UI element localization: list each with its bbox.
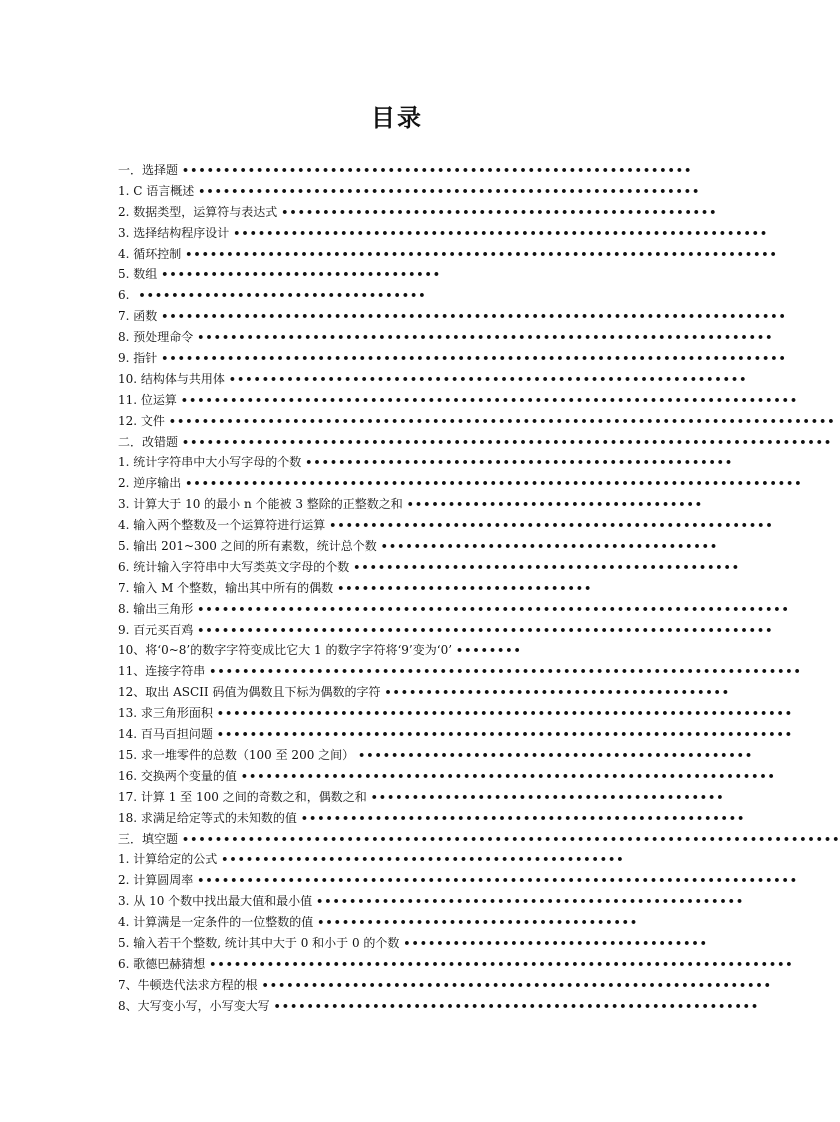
toc-dot-leader: •••••••••••••••••••••••••••••••••••••••••••••••••	[221, 853, 625, 867]
toc-entry-label: 一．选择题	[118, 163, 179, 177]
toc-entry-label: 三．填空题	[118, 831, 179, 846]
toc-entry[interactable]	[118, 912, 718, 933]
toc-dot-leader: •••••••••••••••••••••••••••••••••••••••••••••••••••••	[281, 205, 718, 219]
toc-entry-label: 8. 预处理命令	[118, 330, 194, 345]
toc-entry-label: 7. 函数	[118, 309, 158, 324]
toc-dot-leader: •••••••••••••••••••••••••••••••••••••••••••••••••••••••••••••••••	[240, 769, 776, 783]
toc-entry-label: 5. 输出 201~300 之间的所有素数，统计总个数	[118, 539, 377, 554]
toc-entry[interactable]	[118, 829, 840, 850]
toc-dot-leader: ••••••••••••••••••••••••••••••••••••••••••••••••••••••••••••••••••••••	[197, 331, 774, 345]
toc-entry[interactable]	[118, 411, 836, 432]
toc-dot-leader: •••••••••••••••••••••••••••••••••••••••••	[380, 540, 719, 554]
toc-dot-leader: •••••••••••••••••••••••••••••••••••••••••••	[370, 790, 725, 804]
toc-entry[interactable]	[118, 578, 718, 599]
toc-entry-label: 6.	[118, 288, 130, 303]
toc-entry-label: 6. 歌德巴赫猜想	[118, 956, 206, 971]
toc-entry-label: 11、连接字符串	[118, 664, 206, 679]
toc-entry-label: 12. 文件	[118, 413, 165, 428]
toc-dot-leader: ••••••••••••••••••••••••••••••••••••	[406, 498, 704, 512]
toc-entry-label: 16. 交换两个变量的值	[118, 768, 237, 783]
toc-entry[interactable]	[118, 724, 794, 745]
toc-entry[interactable]	[118, 933, 718, 954]
toc-entry[interactable]	[118, 244, 778, 265]
toc-entry-label: 4. 计算满是一定条件的一位整数的值	[118, 915, 314, 930]
toc-dot-leader: •••••••••••••••••••••••••••••••••••••••••••••••••••••••••••••••••••••••••••	[185, 477, 803, 491]
toc-entry[interactable]	[118, 640, 718, 661]
toc-entry-label: 5. 数组	[118, 267, 158, 282]
toc-entry[interactable]	[118, 787, 725, 808]
toc-entry[interactable]	[118, 766, 776, 787]
toc-dot-leader: ••••••••••••••••••••••••••••••••••••••••••••••••••••••••••••••••••••••••	[185, 247, 778, 261]
toc-dot-leader: ••••••••••••••••••••••••••••••••••••••••••••••••••••••••••••••••••••••	[216, 728, 794, 742]
toc-entry-label: 5. 输入若干个整数, 统计其中大于 0 和小于 0 的个数	[118, 935, 400, 950]
toc-entry-label: 15. 求一堆零件的总数（100 至 200 之间）	[118, 747, 355, 762]
toc-entry[interactable]	[118, 703, 794, 724]
toc-entry[interactable]	[118, 682, 731, 703]
toc-entry[interactable]	[118, 954, 794, 975]
toc-dot-leader: •••••••••••••••••••••••••••••••••••	[133, 289, 427, 303]
toc-entry-label: 1. 计算给定的公式	[118, 852, 218, 867]
toc-entry-label: 9. 百元买百鸡	[118, 622, 194, 637]
toc-dot-leader: •••••••••••••••••••••••••••••••••••••••••••••••••••••••••••••••	[228, 372, 748, 386]
toc-dot-leader: ••••••••••••••••••••••••••••••••••••••••••••••••••••••••••••••••••••••	[216, 707, 794, 721]
toc-entry[interactable]	[118, 536, 718, 557]
toc-entry[interactable]	[118, 432, 833, 453]
page-title: 目录	[371, 103, 423, 132]
toc-entry-label: 13. 求三角形面积	[118, 706, 213, 721]
toc-entry-label: 8. 输出三角形	[118, 601, 194, 616]
toc-entry-label: 10. 结构体与共用体	[118, 371, 225, 386]
toc-entry[interactable]	[118, 975, 772, 996]
toc-dot-leader: ••••••••••••••••••••••••••••••••••••••••••••••••	[358, 748, 754, 762]
toc-dot-leader: •••••••••••••••••••••••••••••••••••••••••••••••••••••••••••••••••••••••••••	[180, 393, 799, 407]
toc-entry-label: 4. 循环控制	[118, 246, 182, 261]
toc-entry[interactable]	[118, 494, 718, 515]
toc-entry-label: 17. 计算 1 至 100 之间的奇数之和，偶数之和	[118, 789, 367, 804]
toc-dot-leader: •••••••••••••••••••••••••••••••••••••••••••••••••••••••••••••••••••••••	[209, 957, 794, 971]
toc-entry[interactable]	[118, 369, 748, 390]
table-of-contents	[118, 160, 840, 1017]
toc-entry[interactable]	[118, 891, 745, 912]
toc-entry[interactable]	[118, 745, 754, 766]
toc-entry[interactable]	[118, 202, 718, 223]
toc-entry[interactable]	[118, 160, 718, 181]
toc-entry-label: 7. 输入 M 个整数，输出其中所有的偶数	[118, 580, 334, 595]
toc-entry[interactable]	[118, 306, 787, 327]
toc-entry-label: 14. 百马百担问题	[118, 727, 213, 742]
toc-dot-leader: ••••••••••••••••••••••••••••••••••••••••••••••••••••••••••••••	[261, 978, 772, 992]
toc-entry-label: 11. 位运算	[118, 392, 177, 407]
toc-entry-label: 12、取出 ASCII 码值为偶数且下标为偶数的字符	[118, 685, 381, 700]
toc-entry-label: 7、牛顿迭代法求方程的根	[118, 977, 258, 992]
toc-entry[interactable]	[118, 264, 718, 285]
toc-entry-label: 3. 计算大于 10 的最小 n 个能被 3 整除的正整数之和	[118, 497, 403, 512]
toc-entry[interactable]	[118, 849, 718, 870]
toc-entry[interactable]	[118, 870, 799, 891]
toc-entry-label: 二．改错题	[118, 434, 179, 449]
toc-entry-label: 1. 统计字符串中大小写字母的个数	[118, 455, 302, 470]
toc-entry-label: 1. C 语言概述	[118, 183, 195, 198]
toc-dot-leader: ••••••••••••••••••••••••••••••••••••••••••••••••••••••••••••••••••••••••••••	[161, 352, 787, 366]
toc-entry-label: 3. 从 10 个数中找出最大值和最小值	[118, 894, 313, 909]
toc-dot-leader: •••••••••••••••••••••••••••••••	[337, 581, 593, 595]
toc-dot-leader: ••••••••••••••••••••••••••••••••••••••••••••••••••••••••••••••••••••••••	[197, 602, 790, 616]
toc-entry[interactable]	[118, 390, 799, 411]
toc-dot-leader: ••••••••••••••••••••••••••••••••••••••••••••••••••••••••••••••••••••••••••••••••	[182, 832, 840, 846]
toc-dot-leader: •••••••••••••••••••••••••••••••••••••••••••••••••••••••••••••••••••••••••••••••••	[168, 414, 836, 428]
toc-dot-leader: •••••••••••••••••••••••••••••••••••••••••••••••••••••••••••••••••	[233, 226, 769, 240]
toc-entry-label: 2. 数据类型，运算符与表达式	[118, 204, 278, 219]
toc-entry[interactable]	[118, 285, 718, 306]
toc-dot-leader: ••••••••	[456, 644, 522, 658]
toc-entry[interactable]	[118, 348, 787, 369]
toc-dot-leader: •••••••••••••••••••••••••••••••••••••••••••••••••••••••••••••••••••••••••	[197, 874, 799, 888]
toc-entry[interactable]	[118, 473, 803, 494]
toc-entry[interactable]	[118, 599, 790, 620]
toc-dot-leader: ••••••••••••••••••••••••••••••••••••••••••••••••••••	[316, 895, 745, 909]
toc-entry[interactable]	[118, 808, 746, 829]
toc-dot-leader: •••••••••••••••••••••••••••••••••••••••••••••••	[353, 560, 741, 574]
toc-dot-leader: •••••••••••••••••••••••••••••••••••••••••••••••••••••••••••••••••••••••••••••••	[182, 435, 833, 449]
toc-entry[interactable]	[118, 327, 774, 348]
toc-dot-leader: •••••••••••••••••••••••••••••••••••••••••••••••••••••••••••••	[198, 184, 701, 198]
toc-entry[interactable]	[118, 452, 734, 473]
toc-entry-label: 2. 逆序输出	[118, 476, 182, 491]
toc-entry-label: 8、大写变小写，小写变大写	[118, 998, 270, 1013]
toc-dot-leader: ••••••••••••••••••••••••••••••••••••••••••••••••••••••••••••••••••••••••••••	[161, 310, 787, 324]
toc-entry-label: 4. 输入两个整数及一个运算符进行运算	[118, 518, 326, 533]
toc-dot-leader: •••••••••••••••••••••••••••••••••••••	[403, 936, 708, 950]
toc-dot-leader: •••••••••••••••••••••••••••••••••••••••	[317, 916, 639, 930]
toc-dot-leader: ••••••••••••••••••••••••••••••••••••••••••••••••••••••••••••••••••••••	[197, 623, 774, 637]
toc-dot-leader: ••••••••••••••••••••••••••••••••••••••••••••••••••••••••••••••	[182, 164, 693, 177]
toc-entry[interactable]	[118, 515, 774, 536]
toc-entry[interactable]	[118, 996, 760, 1017]
toc-entry-label: 9. 指针	[118, 351, 158, 366]
toc-entry[interactable]	[118, 557, 741, 578]
toc-entry-label: 2. 计算圆周率	[118, 873, 194, 888]
toc-entry-label: 10、将‘0~8’的数字字符变成比它大 1 的数字字符将‘9’变为‘0’	[118, 643, 453, 658]
toc-dot-leader: ••••••••••••••••••••••••••••••••••	[161, 268, 442, 282]
toc-entry[interactable]	[118, 223, 769, 244]
toc-entry-label: 3. 选择结构程序设计	[118, 225, 230, 240]
toc-entry[interactable]	[118, 661, 802, 682]
toc-entry-label: 18. 求满足给定等式的未知数的值	[118, 810, 297, 825]
toc-dot-leader: •••••••••••••••••••••••••••••••••••••••••••••••••••••••••••	[273, 999, 760, 1013]
toc-entry[interactable]	[118, 620, 774, 641]
toc-dot-leader: ••••••••••••••••••••••••••••••••••••••••••	[384, 686, 731, 700]
toc-dot-leader: ••••••••••••••••••••••••••••••••••••••••••••••••••••••	[300, 811, 746, 825]
toc-entry[interactable]	[118, 181, 718, 202]
toc-dot-leader: ••••••••••••••••••••••••••••••••••••••••••••••••••••	[305, 456, 734, 470]
toc-entry-label: 6. 统计输入字符串中大写类英文字母的个数	[118, 559, 350, 574]
toc-dot-leader: ••••••••••••••••••••••••••••••••••••••••••••••••••••••	[329, 519, 774, 533]
toc-dot-leader: ••••••••••••••••••••••••••••••••••••••••••••••••••••••••••••••••••••••••	[209, 665, 802, 679]
